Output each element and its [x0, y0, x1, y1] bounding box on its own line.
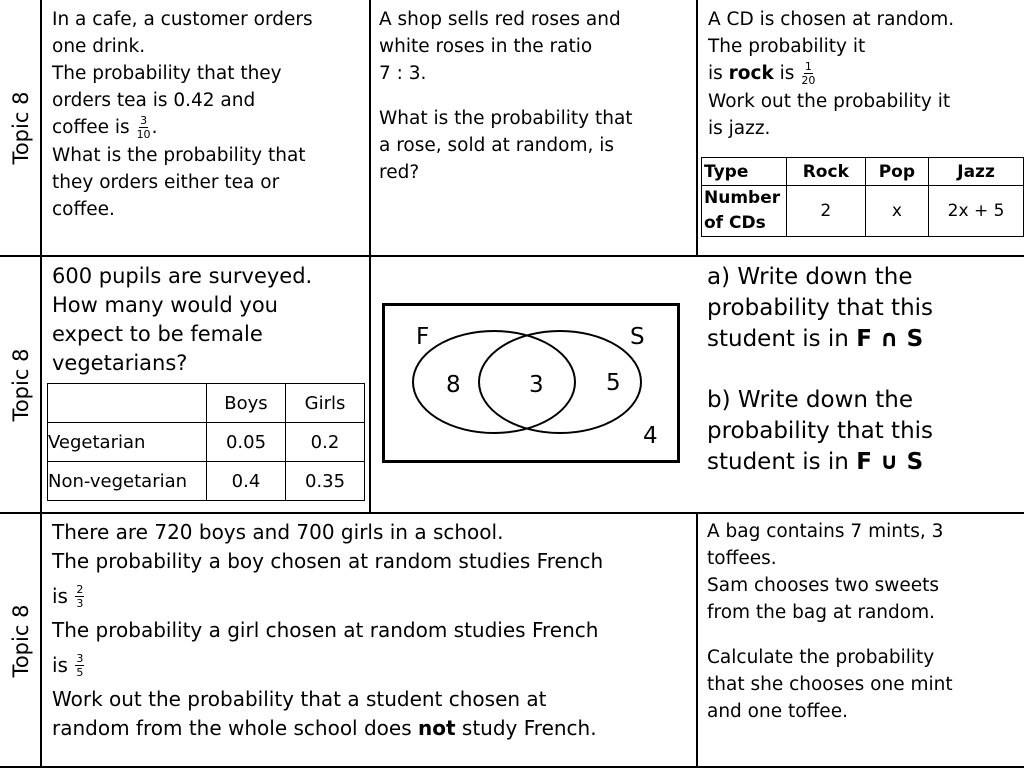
- table-header: Boys: [207, 384, 286, 423]
- table-header: Pop: [865, 158, 928, 186]
- venn-diagram: [382, 303, 682, 465]
- table-cell: 0.2: [286, 423, 365, 462]
- topic-label-row-2: Topic 8: [8, 348, 33, 421]
- topic-label-row-3: Topic 8: [8, 604, 33, 678]
- grid-line: [696, 513, 698, 768]
- fraction: $\frac{2}{3}$: [76, 583, 84, 610]
- venn-only-s: 5: [606, 370, 621, 396]
- venn-outside: 4: [643, 423, 658, 449]
- topic-label-row-1: Topic 8: [8, 91, 33, 164]
- table-header: Girls: [286, 384, 365, 423]
- table-cell: 0.05: [207, 423, 286, 462]
- question-venn: a) Write down the probability that this student is in F ∩ S b) Write down the probability that this student is in F ∪ S: [707, 264, 934, 475]
- cd-table: [701, 157, 1024, 237]
- table-header: Jazz: [929, 158, 1024, 186]
- table-row-label: Non-vegetarian: [48, 462, 207, 501]
- grid-line: [696, 0, 698, 256]
- table-row-label: Vegetarian: [48, 423, 207, 462]
- table-cell: 0.4: [207, 462, 286, 501]
- vegetarian-table: [47, 383, 365, 501]
- question-french: There are 720 boys and 700 girls in a school. The probability a boy chosen at random studies French is $\frac{2}{3}$ The probability a girl chosen at random studies French is $\frac{3}{5}$ Work out the probability that a student chosen at random from the whole school does not study French.: [52, 520, 604, 740]
- table-row-label: Number of CDs: [702, 186, 787, 237]
- question-pupils: 600 pupils are surveyed. How many would you expect to be female vegetarians?: [52, 264, 313, 375]
- venn-circle-f: [413, 331, 575, 433]
- question-sweets: A bag contains 7 mints, 3 toffees. Sam chooses two sweets from the bag at random. Calculate the probability that she chooses one mint and one toffee.: [707, 521, 953, 722]
- venn-label-s: S: [630, 324, 645, 350]
- table-cell: 0.35: [286, 462, 365, 501]
- table-header: [48, 384, 207, 423]
- table-header: Type: [702, 158, 787, 186]
- grid-line: [0, 255, 1024, 257]
- grid-line: [369, 0, 371, 514]
- table-cell: 2: [787, 186, 866, 237]
- venn-intersection: 3: [529, 372, 544, 398]
- fraction: $\frac{3}{5}$: [76, 652, 84, 679]
- fraction: $\frac{1}{20}$: [801, 59, 816, 87]
- venn-only-f: 8: [446, 372, 461, 398]
- table-cell: 2x + 5: [929, 186, 1024, 237]
- question-roses: A shop sells red roses and white roses in the ratio 7 : 3. What is the probability that a rose, sold at random, is red?: [379, 9, 633, 183]
- question-cd: A CD is chosen at random. The probability it is rock is $\frac{1}{20}$ Work out the probability it is jazz.: [708, 9, 955, 139]
- grid-line: [0, 512, 1024, 514]
- question-cafe: In a cafe, a customer orders one drink. The probability that they orders tea is 0.42 and coffee is $\frac{3}{10}$ . What is the probability that they orders either tea or coffee.: [52, 9, 313, 220]
- fraction: $\frac{3}{10}$: [136, 113, 151, 141]
- table-header: Rock: [787, 158, 866, 186]
- venn-label-f: F: [416, 324, 430, 350]
- table-cell: x: [865, 186, 928, 237]
